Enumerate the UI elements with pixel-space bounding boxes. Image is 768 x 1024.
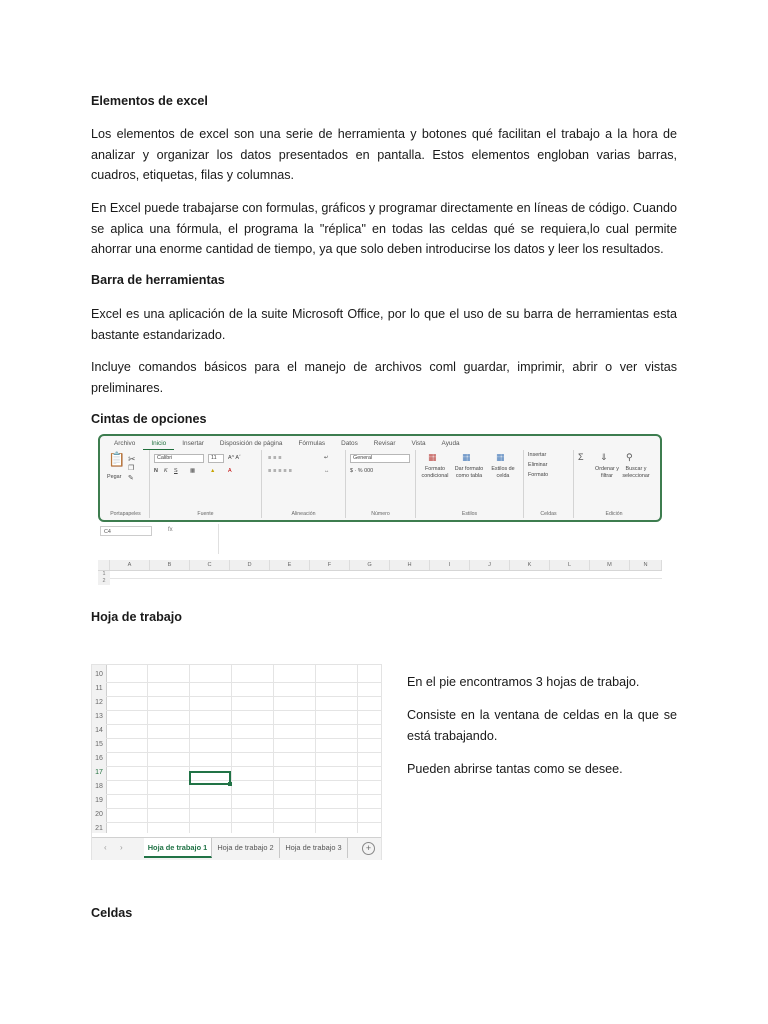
currency-percent-icons: $ · % 000	[350, 468, 374, 474]
row-number: 2	[98, 578, 110, 585]
grid-line	[106, 822, 382, 823]
sheet-tab: Hoja de trabajo 3	[280, 838, 348, 858]
row-number: 21	[95, 825, 103, 832]
ribbon-tab-active: Inicio	[143, 438, 174, 450]
underline-icon: S	[174, 468, 178, 474]
column-header: A	[110, 560, 150, 570]
column-header: B	[150, 560, 190, 570]
group-fuente	[150, 450, 262, 518]
add-sheet-icon: +	[362, 842, 375, 855]
style-button: Estilos de celda	[491, 466, 515, 479]
row-number: 13	[95, 713, 103, 720]
ribbon-tab: Datos	[341, 440, 358, 447]
paste-label: Pegar	[107, 474, 122, 480]
row-number: 11	[95, 685, 103, 692]
row-number: 1	[98, 571, 110, 578]
column-header: L	[550, 560, 590, 570]
row-number: 12	[95, 699, 103, 706]
wrap-text-icon: ↵	[324, 455, 329, 461]
row-number: 14	[95, 727, 103, 734]
edit-button: Ordenar y filtrar	[595, 466, 619, 479]
worksheet-screenshot	[91, 664, 382, 860]
side-paragraph-3: Pueden abrirse tantas como se desee.	[407, 762, 623, 776]
ribbon-tab: Insertar	[182, 440, 204, 447]
grid-line	[106, 696, 382, 697]
column-header: F	[310, 560, 350, 570]
grid-line	[106, 808, 382, 809]
row-number: 18	[95, 783, 103, 790]
column-header: N	[630, 560, 662, 570]
copy-icon: ❐	[128, 465, 135, 472]
heading-barra: Barra de herramientas	[91, 273, 225, 287]
group-numero	[346, 450, 416, 518]
side-paragraph-2: Consiste en la ventana de celdas en la que se está trabajando.	[407, 708, 677, 743]
group-estilos	[416, 450, 524, 518]
ribbon-tab: Revisar	[373, 440, 396, 447]
grid-line	[106, 710, 382, 711]
column-header: M	[590, 560, 630, 570]
grid-line	[106, 682, 382, 683]
cell-styles-icon: ▦	[496, 452, 505, 462]
ribbon-tab: Archivo	[114, 440, 136, 447]
style-button: Dar formato como tabla	[454, 466, 484, 479]
grid-line	[106, 738, 382, 739]
cell-button: Eliminar	[528, 462, 548, 468]
ribbon-tab: Vista	[411, 440, 426, 447]
conditional-format-icon: ▦	[428, 452, 437, 462]
edit-button: Buscar y seleccionar	[622, 466, 650, 479]
column-header: G	[350, 560, 390, 570]
grid-line	[110, 578, 662, 579]
clipboard-icon: 📋	[108, 451, 126, 467]
column-header: K	[510, 560, 550, 570]
column-headers	[98, 560, 662, 586]
autosum-icon: Σ	[578, 452, 584, 462]
row-number: 15	[95, 741, 103, 748]
corner-cell	[98, 560, 110, 570]
formula-input	[218, 524, 662, 554]
sheet-tab: Hoja de trabajo 2	[212, 838, 280, 858]
italic-icon: K	[164, 468, 168, 474]
heading-hoja: Hoja de trabajo	[91, 610, 182, 624]
row-number-selected: 17	[95, 769, 103, 776]
grid-line	[106, 766, 382, 767]
group-celdas	[524, 450, 574, 518]
fill-handle	[228, 782, 232, 786]
group-alineacion	[262, 450, 346, 518]
row-number: 10	[95, 671, 103, 678]
row-number: 19	[95, 797, 103, 804]
ribbon-tab: Fórmulas	[298, 440, 326, 447]
fx-label: fx	[168, 527, 173, 533]
paragraph-3: Excel es una aplicación de la suite Microsoft Office, por lo que el uso de su barra de herramientas esta bastante estandarizado.	[91, 307, 677, 342]
ribbon-tab: Ayuda	[441, 440, 460, 447]
bold-icon: N	[154, 468, 158, 474]
group-label: Estilos	[461, 511, 478, 517]
sheet-tab-active: Hoja de trabajo 1	[144, 838, 212, 858]
paragraph-1: Los elementos de excel son una serie de herramienta y botones qué facilitan el trabajo a la hora de analizar y organizar los datos presentados en pantalla. Estos elementos engloban varias barras, cuadros, etiquetas, filas y columnas.	[91, 127, 677, 182]
paragraph-2: En Excel puede trabajarse con formulas, gráficos y programar directamente en líneas de código. Cuando se aplica una fórmula, el programa la "réplica" en todas las celdas qué se requiera,lo cual permite ahorrar una enorme cantidad de tiempo, ya que solo deben introducirse los datos y leer los resultados.	[91, 201, 677, 256]
cell-button: Formato	[528, 472, 549, 478]
column-header: I	[430, 560, 470, 570]
group-label: Edición	[605, 511, 623, 517]
paragraph-4: Incluye comandos básicos para el manejo de archivos coml guardar, imprimir, abrir o ver vistas preliminares.	[91, 360, 677, 395]
prev-sheet-icon: ‹	[104, 843, 107, 852]
number-format-box: General	[350, 454, 410, 463]
row-number: 16	[95, 755, 103, 762]
selected-cell	[189, 771, 231, 785]
merge-icon: ↔	[324, 468, 330, 474]
row-number-column	[92, 665, 107, 833]
column-header: E	[270, 560, 310, 570]
column-header-row	[98, 560, 662, 571]
formula-bar	[98, 524, 662, 554]
borders-icon: ▦	[190, 468, 196, 474]
ribbon-screenshot	[98, 434, 662, 522]
heading-cintas: Cintas de opciones	[91, 412, 207, 426]
row-number: 20	[95, 811, 103, 818]
sort-filter-icon: ⇓	[600, 452, 608, 462]
ribbon-tab: Disposición de página	[219, 440, 283, 447]
group-portapapeles	[102, 450, 150, 518]
cell-button: Insertar	[528, 452, 547, 458]
grid-line	[106, 724, 382, 725]
next-sheet-icon: ›	[120, 843, 123, 852]
column-header: H	[390, 560, 430, 570]
table-format-icon: ▦	[462, 452, 471, 462]
grid-line	[106, 780, 382, 781]
group-label: Alineación	[291, 511, 316, 517]
group-label: Número	[371, 511, 390, 517]
side-paragraph-1: En el pie encontramos 3 hojas de trabajo.	[407, 675, 640, 689]
column-header: J	[470, 560, 510, 570]
cut-icon: ✂	[128, 454, 136, 464]
ribbon-tabs	[106, 438, 468, 450]
heading-celdas: Celdas	[91, 906, 133, 920]
sheet-tab-bar	[92, 837, 381, 860]
font-name-box: Calibri	[154, 454, 204, 463]
grid-line	[106, 752, 382, 753]
grow-shrink-icon: A^ Aˇ	[228, 455, 241, 461]
name-box: C4	[100, 526, 152, 536]
group-edicion	[574, 450, 654, 518]
format-painter-icon: ✎	[128, 475, 134, 482]
heading-elementos: Elementos de excel	[91, 94, 208, 108]
font-size-box: 11	[208, 454, 224, 463]
grid-line	[106, 794, 382, 795]
fill-color-icon: ▲	[210, 468, 216, 474]
group-label: Celdas	[540, 511, 557, 517]
font-color-icon: A	[228, 468, 232, 474]
column-header: D	[230, 560, 270, 570]
group-label: Portapapeles	[110, 511, 141, 517]
group-label: Fuente	[197, 511, 214, 517]
style-button: Formato condicional	[421, 466, 449, 479]
align-top-icons: ≡≡≡	[268, 455, 284, 461]
align-left-icons: ≡≡≡≡≡	[268, 468, 294, 474]
column-header: C	[190, 560, 230, 570]
find-icon: ⚲	[626, 452, 633, 462]
